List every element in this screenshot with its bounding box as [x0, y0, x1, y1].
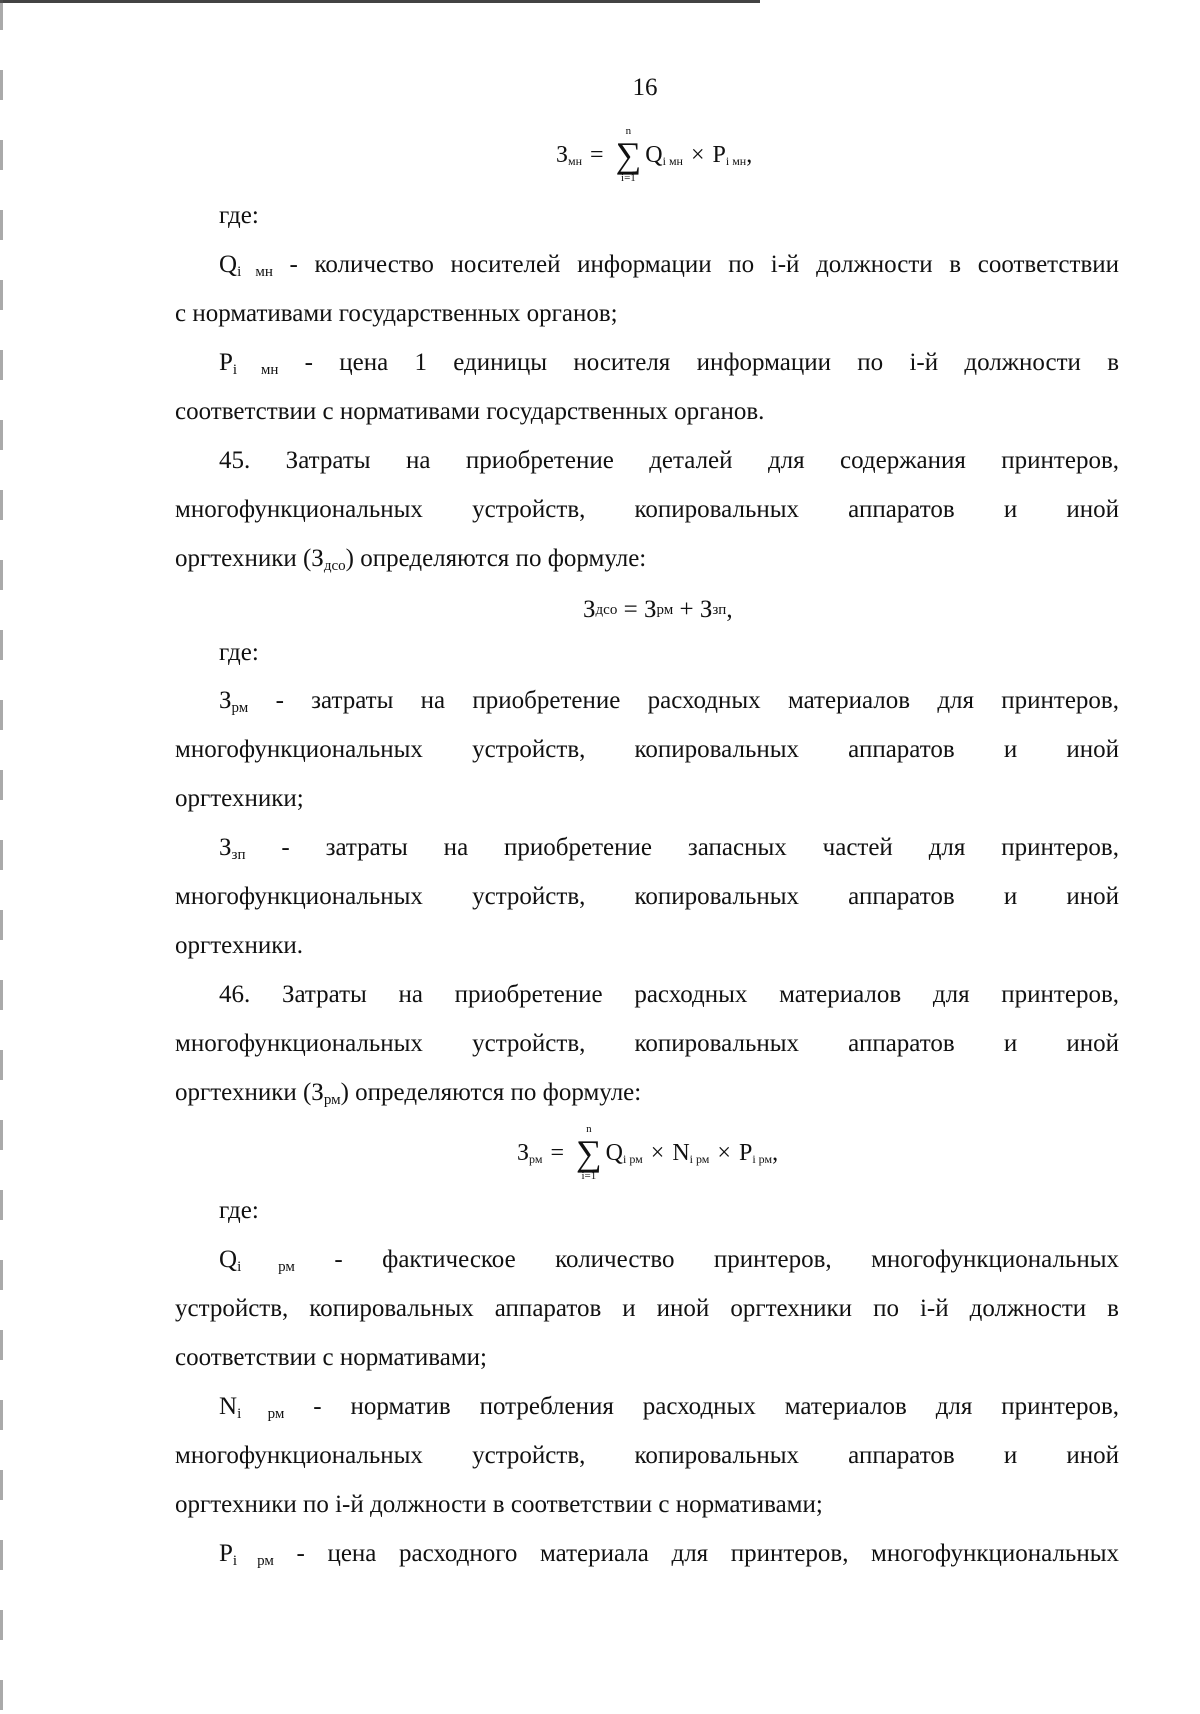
sum-operator: n ∑ i=1	[615, 125, 642, 184]
definition-q-mn: $Q_{i мн}$ - количество носителей информации по i-й должности в соответствии с нормативами государственных органов;	[175, 251, 1120, 327]
where-label-2: где:	[219, 639, 259, 666]
paragraph-46: 46. Затраты на приобретение расходных материалов для принтеров, многофункциональных устройств, копировальных аппаратов и иной оргтехники $(З_{рм})$ определяются по формуле:	[175, 981, 1119, 1108]
definition-p-mn: $P_{i мн}$ - цена 1 единицы носителя информации по i-й должности в соответствии с нормативами государственных органов.	[175, 349, 1119, 425]
definition-q-rm: $Q_{i рм}$ - фактическое количество принтеров, многофункциональных устройств, копировальных аппаратов и иной оргтехники по i-й должности в соответствии с нормативами;	[175, 1246, 1120, 1371]
definition-z-zp: $З_{зп}$ - затраты на приобретение запасных частей для принтеров, многофункциональных устройств, копировальных аппаратов и иной оргтехники.	[175, 834, 1119, 959]
formula-z-dso: З дсо = З рм + З зп ,	[583, 596, 733, 623]
where-label-3: где:	[219, 1197, 259, 1224]
formula-z-mn: З мн = n ∑ i=1 Q i мн × P i мн ,	[556, 125, 753, 184]
sum-operator: n ∑ i=1	[576, 1123, 602, 1182]
paragraph-45: 45. Затраты на приобретение деталей для содержания принтеров, многофункциональных устройств, копировальных аппаратов и иной оргтехники $(З_{дсо})$ определяются по формуле:	[175, 447, 1119, 574]
definition-n-rm: $N_{i рм}$ - норматив потребления расходных материалов для принтеров, многофункциональных устройств, копировальных аппаратов и иной оргтехники по i-й должности в соответствии с нормативами;	[175, 1393, 1120, 1518]
definition-z-rm: $З_{рм}$ - затраты на приобретение расходных материалов для принтеров, многофункциональных устройств, копировальных аппаратов и иной оргтехники;	[175, 687, 1119, 812]
formula-z-rm: З рм = n ∑ i=1 Q i рм × N i рм × P i рм ,	[517, 1123, 779, 1182]
page-number: 16	[632, 74, 658, 101]
definition-p-rm: $P_{i рм}$ - цена расходного материала для принтеров, многофункциональных	[219, 1540, 1119, 1569]
where-label-1: где:	[219, 202, 259, 229]
